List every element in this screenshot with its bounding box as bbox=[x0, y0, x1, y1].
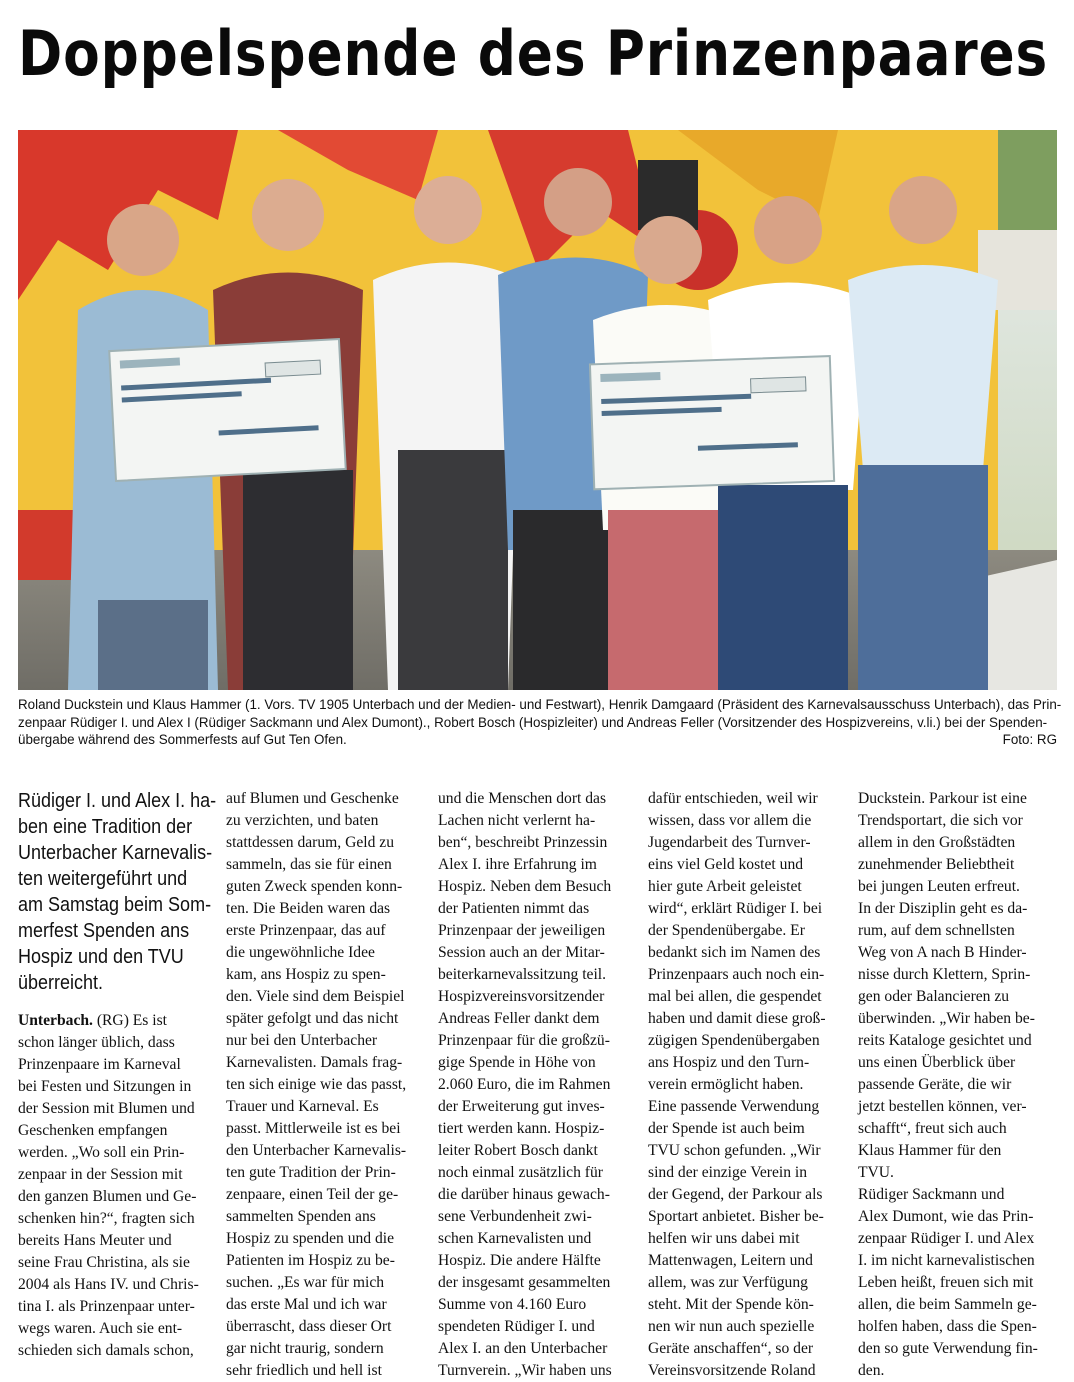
body-line: den. bbox=[858, 1362, 885, 1379]
body-line: der insgesamt gesammelten bbox=[438, 1274, 611, 1291]
body-line: werden. „Wo soll ein Prin- bbox=[18, 1144, 185, 1161]
body-line: Weg von A nach B Hinder- bbox=[858, 944, 1027, 961]
body-line: Prinzenpaare im Karneval bbox=[18, 1056, 181, 1073]
body-line: sind der einzige Verein in bbox=[648, 1164, 808, 1181]
body-line: schieden sich damals schon, bbox=[18, 1342, 194, 1359]
article-column-4 bbox=[648, 788, 844, 1382]
body-line: suchen. „Es war für mich bbox=[226, 1274, 385, 1291]
body-line: tiert werden kann. Hospiz- bbox=[438, 1120, 605, 1137]
body-line: ben“, beschreibt Prinzessin bbox=[438, 834, 608, 851]
body-line: gige Spende in Höhe von bbox=[438, 1054, 596, 1071]
body-line: Prinzenpaars auch noch ein- bbox=[648, 966, 825, 983]
body-line: leiter Robert Bosch dankt bbox=[438, 1142, 598, 1159]
body-line: Trendsportart, die sich vor bbox=[858, 812, 1023, 829]
body-line: Geräte anschaffen“, so der bbox=[648, 1340, 814, 1357]
body-line: zenpaar Rüdiger I. und Alex bbox=[858, 1230, 1035, 1247]
body-line: schon länger üblich, dass bbox=[18, 1034, 175, 1051]
body-line: wird“, erklärt Rüdiger I. bei bbox=[648, 900, 823, 917]
body-line: guten Zweck spenden konn- bbox=[226, 878, 403, 895]
body-line: Hospizvereinsvorsitzender bbox=[438, 988, 605, 1005]
body-line: Alex I. an den Unterbacher bbox=[438, 1340, 608, 1357]
body-line: 2004 als Hans IV. und Chris- bbox=[18, 1276, 199, 1293]
lead-line: merfest Spenden ans bbox=[18, 920, 190, 942]
lead-line: am Samstag beim Som- bbox=[18, 894, 212, 916]
body-line: ten sich einige wie das passt, bbox=[226, 1076, 407, 1093]
caption-line: Roland Duckstein und Klaus Hammer (1. Vors. TV 1905 Unterbach und der Medien- und Festwart), Henrik Damgaard (Präsident des Karnevalsausschuss Unterbach), das Prin- bbox=[18, 697, 1062, 712]
article-column-5 bbox=[858, 788, 1054, 1382]
body-line: steht. Mit der Spende kön- bbox=[648, 1296, 814, 1313]
body-line: TVU. bbox=[858, 1164, 894, 1181]
body-line: Turnverein. „Wir haben uns bbox=[438, 1362, 612, 1379]
body-line: zenpaar in der Session mit bbox=[18, 1166, 183, 1183]
body-line: Session auch an der Mitar- bbox=[438, 944, 605, 961]
body-line: sammelten Spenden ans bbox=[226, 1208, 376, 1225]
body-line: tina I. als Prinzenpaar unter- bbox=[18, 1298, 195, 1315]
dateline: Unterbach. bbox=[18, 1012, 93, 1029]
body-line: bereits Hans Meuter und bbox=[18, 1232, 172, 1249]
body-line: Andreas Feller dankt dem bbox=[438, 1010, 600, 1027]
lead-line: ben eine Tradition der bbox=[18, 816, 193, 838]
body-line: Alex Dumont, wie das Prin- bbox=[858, 1208, 1034, 1225]
body-line: noch einmal zusätzlich für bbox=[438, 1164, 603, 1181]
body-line: allem in den Großstädten bbox=[858, 834, 1016, 851]
body-line bbox=[18, 1010, 214, 1032]
body-line: Geschenken empfangen bbox=[18, 1122, 168, 1139]
body-line: der Spende ist auch beim bbox=[648, 1120, 805, 1137]
body-line: jetzt bestellen können, ver- bbox=[858, 1098, 1027, 1115]
body-line: verein ermöglicht haben. bbox=[648, 1076, 804, 1093]
body-line: zenpaare, einen Teil der ge- bbox=[226, 1186, 399, 1203]
body-line: schafft“, freut sich auch bbox=[858, 1120, 1007, 1137]
body-line: der Spendenübergabe. Er bbox=[648, 922, 805, 939]
body-line: reits Kataloge gesichtet und bbox=[858, 1032, 1032, 1049]
body-line: bei Festen und Sitzungen in bbox=[18, 1078, 192, 1095]
body-line: die ungewöhnliche Idee bbox=[226, 944, 375, 961]
body-line: den. Viele sind dem Beispiel bbox=[226, 988, 405, 1005]
body-line: Summe von 4.160 Euro bbox=[438, 1296, 587, 1313]
body-line: überwinden. „Wir haben be- bbox=[858, 1010, 1035, 1027]
body-line: dafür entschieden, weil wir bbox=[648, 790, 818, 807]
body-line: Karnevalisten. Damals frag- bbox=[226, 1054, 403, 1071]
caption-line bbox=[18, 731, 1057, 749]
body-line: Klaus Hammer für den bbox=[858, 1142, 1002, 1159]
article-column-3 bbox=[438, 788, 634, 1382]
article-column-1 bbox=[18, 788, 217, 1362]
lead-line: Unterbacher Karnevalis- bbox=[18, 842, 213, 864]
body-line: helfen wir uns dabei mit bbox=[648, 1230, 800, 1247]
body-line: der Patienten nimmt das bbox=[438, 900, 590, 917]
body-line: nen wir nun auch spezielle bbox=[648, 1318, 815, 1335]
caption-text: übergabe während des Sommerfests auf Gut Ten Ofen. bbox=[18, 732, 347, 748]
body-line: sehr friedlich und hell ist bbox=[226, 1362, 382, 1379]
body-line: zunehmender Beliebtheit bbox=[858, 856, 1015, 873]
body-line: I. im nicht karnevalistischen bbox=[858, 1252, 1035, 1269]
body-line: passt. Mittlerweile ist es bei bbox=[226, 1120, 401, 1137]
body-line: Lachen nicht verlernt ha- bbox=[438, 812, 596, 829]
body-line: schenken hin?“, fragten sich bbox=[18, 1210, 195, 1227]
group-photo bbox=[18, 130, 1057, 690]
body-line: seine Frau Christina, als sie bbox=[18, 1254, 190, 1271]
body-line: uns einen Überblick über bbox=[858, 1054, 1016, 1071]
lead-line: Hospiz und den TVU bbox=[18, 946, 184, 968]
body-line: sene Verbundenheit zwi- bbox=[438, 1208, 592, 1225]
body-line: das erste Mal und ich war bbox=[226, 1296, 387, 1313]
body-line: der Gegend, der Parkour als bbox=[648, 1186, 823, 1203]
body-line: Trauer und Karneval. Es bbox=[226, 1098, 379, 1115]
body-line: spendeten Rüdiger I. und bbox=[438, 1318, 595, 1335]
body-line: zügigen Spendenübergaben bbox=[648, 1032, 820, 1049]
body-line: Alex I. ihre Erfahrung im bbox=[438, 856, 597, 873]
body-line: Hospiz zu spenden und die bbox=[226, 1230, 395, 1247]
body-line: Hospiz. Die andere Hälfte bbox=[438, 1252, 601, 1269]
body-line: zu verzichten, und baten bbox=[226, 812, 379, 829]
body-line: ans Hospiz und den Turn- bbox=[648, 1054, 810, 1071]
body-line: haben und damit diese groß- bbox=[648, 1010, 826, 1027]
body-line: Hospiz. Neben dem Besuch bbox=[438, 878, 612, 895]
article-column-2 bbox=[226, 788, 422, 1382]
body-line: Mattenwagen, Leitern und bbox=[648, 1252, 813, 1269]
article-lead bbox=[18, 788, 217, 996]
body-line: hier gute Arbeit geleistet bbox=[648, 878, 802, 895]
body-line: nisse durch Klettern, Sprin- bbox=[858, 966, 1031, 983]
body-line: später gefolgt und das nicht bbox=[226, 1010, 399, 1027]
body-line: wegs waren. Auch sie ent- bbox=[18, 1320, 183, 1337]
caption-line: zenpaar Rüdiger I. und Alex I (Rüdiger Sackmann und Alex Dumont)., Robert Bosch (Hospizleiter) und Andreas Feller (Vorsitzender des Hospizvereins, v.li.) bei der Spenden- bbox=[18, 714, 1048, 730]
body-line: Duckstein. Parkour ist eine bbox=[858, 790, 1027, 807]
body-line: Eine passende Verwendung bbox=[648, 1098, 820, 1115]
body-line: bei jungen Leuten erfreut. bbox=[858, 878, 1020, 895]
body-line: schen Karnevalisten und bbox=[438, 1230, 592, 1247]
body-line: gar nicht traurig, sondern bbox=[226, 1340, 384, 1357]
body-line: holfen haben, dass die Spen- bbox=[858, 1318, 1037, 1335]
body-line: Prinzenpaar der jeweiligen bbox=[438, 922, 606, 939]
body-line: den Unterbacher Karnevalis- bbox=[226, 1142, 407, 1159]
photo-credit: Foto: RG bbox=[1002, 732, 1057, 748]
body-line: Rüdiger Sackmann und bbox=[858, 1186, 1005, 1203]
body-line: 2.060 Euro, die im Rahmen bbox=[438, 1076, 611, 1093]
body-line: passende Geräte, die wir bbox=[858, 1076, 1012, 1093]
body-line: auf Blumen und Geschenke bbox=[226, 790, 399, 807]
body-line: allen, die beim Sammeln ge- bbox=[858, 1296, 1037, 1313]
lead-line: überreicht. bbox=[18, 972, 104, 994]
photo-caption bbox=[18, 696, 1062, 749]
body-text: (RG) Es ist bbox=[92, 1012, 168, 1029]
body-line: wissen, dass vor allem die bbox=[648, 812, 812, 829]
body-line: die darüber hinaus gewach- bbox=[438, 1186, 610, 1203]
body-line: beiterkarnevalssitzung teil. bbox=[438, 966, 607, 983]
body-line: stattdessen darum, Geld zu bbox=[226, 834, 395, 851]
body-line: der Session mit Blumen und bbox=[18, 1100, 195, 1117]
body-line: mal bei allen, die gespendet bbox=[648, 988, 822, 1005]
body-line: TVU schon gefunden. „Wir bbox=[648, 1142, 821, 1159]
body-line: den ganzen Blumen und Ge- bbox=[18, 1188, 197, 1205]
lead-line: Rüdiger I. und Alex I. ha- bbox=[18, 790, 217, 812]
body-line: Vereinsvorsitzende Roland bbox=[648, 1362, 816, 1379]
lead-line: ten weitergeführt und bbox=[18, 868, 188, 890]
body-line: Leben heißt, freuen sich mit bbox=[858, 1274, 1034, 1291]
body-line: Sportart anbietet. Bisher be- bbox=[648, 1208, 824, 1225]
body-line: Jugendarbeit des Turnver- bbox=[648, 834, 811, 851]
body-line: der Erweiterung gut inves- bbox=[438, 1098, 605, 1115]
body-line: rum, auf dem schnellsten bbox=[858, 922, 1015, 939]
body-line: Prinzenpaar für die großzü- bbox=[438, 1032, 610, 1049]
body-line: eins viel Geld kostet und bbox=[648, 856, 804, 873]
body-line: Patienten im Hospiz zu be- bbox=[226, 1252, 395, 1269]
body-line: In der Disziplin geht es da- bbox=[858, 900, 1028, 917]
body-line: bedankt sich im Namen des bbox=[648, 944, 821, 961]
body-line: und die Menschen dort das bbox=[438, 790, 607, 807]
body-line: allem, was zur Verfügung bbox=[648, 1274, 808, 1291]
body-line: kam, ans Hospiz zu spen- bbox=[226, 966, 386, 983]
body-line: erste Prinzenpaar, das auf bbox=[226, 922, 386, 939]
body-line: nur bei den Unterbacher bbox=[226, 1032, 378, 1049]
body-line: sammeln, das sie für einen bbox=[226, 856, 392, 873]
headline: Doppelspende des Prinzenpaares bbox=[18, 17, 1049, 90]
photo-icon bbox=[18, 130, 1057, 690]
body-line: gen oder Balancieren zu bbox=[858, 988, 1010, 1005]
body-line: ten gute Tradition der Prin- bbox=[226, 1164, 396, 1181]
body-line: den so gute Verwendung fin- bbox=[858, 1340, 1038, 1357]
body-line: überrascht, dass dieser Ort bbox=[226, 1318, 392, 1335]
body-line: ten. Die Beiden waren das bbox=[226, 900, 391, 917]
